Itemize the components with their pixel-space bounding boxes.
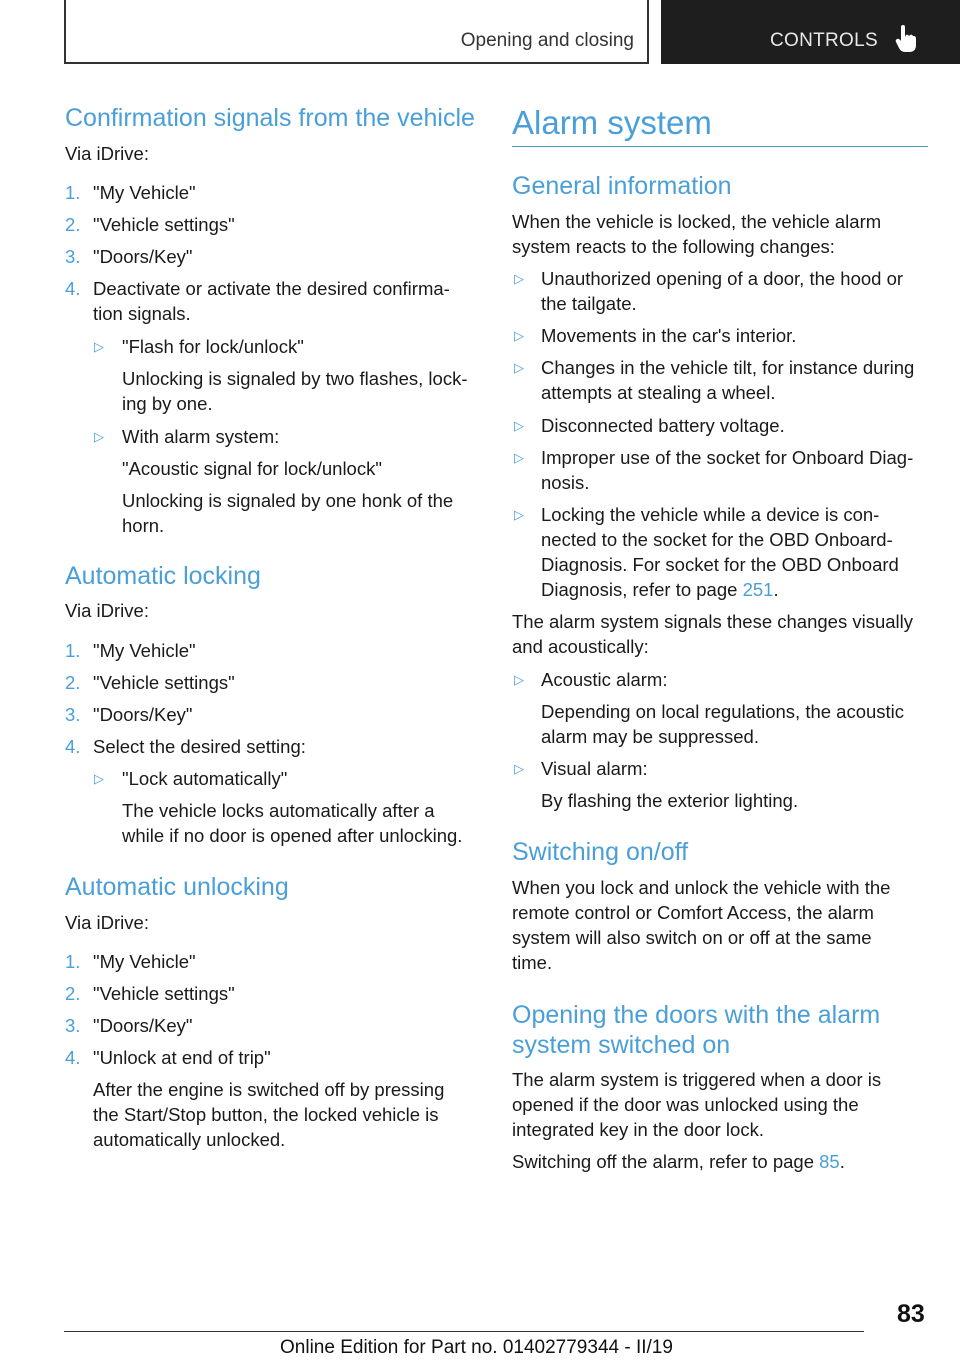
paragraph xyxy=(512,1149,845,1174)
heading-general-information: General information xyxy=(512,172,732,200)
bullet-triangle-icon: ▷ xyxy=(94,771,104,786)
step-text: "Vehicle settings" xyxy=(93,672,235,693)
page-number: 83 xyxy=(897,1300,925,1328)
bullet-text: nosis. xyxy=(541,472,590,493)
bullet-triangle-icon: ▷ xyxy=(94,339,104,354)
via-idrive: Via iDrive: xyxy=(65,600,149,621)
bullet-triangle-icon: ▷ xyxy=(514,418,524,433)
paragraph: When the vehicle is locked, the vehicle alarm xyxy=(512,211,882,232)
bullet-desc: alarm may be suppressed. xyxy=(541,726,759,747)
paragraph: remote control or Comfort Access, the alarm xyxy=(512,902,874,923)
paragraph: time. xyxy=(512,952,553,973)
bullet-desc: while if no door is opened after unlocking. xyxy=(122,825,463,846)
step-text: Deactivate or activate the desired confirma- xyxy=(93,278,450,299)
paragraph: and acoustically: xyxy=(512,636,649,657)
header-chapter-tab xyxy=(661,0,960,64)
ref-period: . xyxy=(773,579,779,600)
step-desc: After the engine is switched off by pressing xyxy=(93,1079,445,1100)
bullet-triangle-icon: ▷ xyxy=(514,672,524,687)
step-text: tion signals. xyxy=(93,303,191,324)
bullet-text: Diagnosis. For socket for the OBD Onboard xyxy=(541,554,899,575)
bullet-desc: Unlocking is signaled by one honk of the xyxy=(122,490,454,511)
step-text: "Unlock at end of trip" xyxy=(93,1047,271,1068)
bullet-desc: ing by one. xyxy=(122,393,213,414)
bullet-triangle-icon: ▷ xyxy=(514,360,524,375)
page-link-85[interactable]: 85 xyxy=(819,1151,840,1172)
paragraph: opened if the door was unlocked using the xyxy=(512,1094,859,1115)
edition-note: Online Edition for Part no. 01402779344 - II/19 xyxy=(280,1337,673,1358)
step-number: 3. xyxy=(65,1015,81,1036)
bullet-label: With alarm system: xyxy=(122,426,280,447)
paragraph: system will also switch on or off at the same xyxy=(512,927,872,948)
step-text: "My Vehicle" xyxy=(93,182,196,203)
step-number: 1. xyxy=(65,640,81,661)
bullet-text: Locking the vehicle while a device is con- xyxy=(541,504,880,525)
step-number: 2. xyxy=(65,672,81,693)
bullet-label: Acoustic alarm: xyxy=(541,669,668,690)
bullet-label: "Flash for lock/unlock" xyxy=(122,336,304,357)
step-desc: the Start/Stop button, the locked vehicle is xyxy=(93,1104,439,1125)
via-idrive: Via iDrive: xyxy=(65,143,149,164)
step-number: 2. xyxy=(65,983,81,1004)
step-text: "Vehicle settings" xyxy=(93,983,235,1004)
bullet-label: Visual alarm: xyxy=(541,758,648,779)
step-text: "Doors/Key" xyxy=(93,246,193,267)
step-number: 4. xyxy=(65,736,81,757)
footer-rule xyxy=(64,1331,864,1332)
bullet-triangle-icon: ▷ xyxy=(94,429,104,444)
bullet-text: the tailgate. xyxy=(541,293,637,314)
paragraph: The alarm system is triggered when a door is xyxy=(512,1069,882,1090)
bullet-desc: horn. xyxy=(122,515,165,536)
step-number: 4. xyxy=(65,1047,81,1068)
heading-automatic-unlocking: Automatic unlocking xyxy=(65,873,289,901)
paragraph: When you lock and unlock the vehicle with the xyxy=(512,877,891,898)
header-section-title: Opening and closing xyxy=(460,30,634,51)
bullet-triangle-icon: ▷ xyxy=(514,450,524,465)
page-link-251[interactable]: 251 xyxy=(742,579,774,600)
bullet-text: Movements in the car's interior. xyxy=(541,325,797,346)
paragraph: integrated key in the door lock. xyxy=(512,1119,764,1140)
step-number: 4. xyxy=(65,278,81,299)
header-section-tab xyxy=(64,0,649,64)
step-number: 3. xyxy=(65,704,81,725)
bullet-desc: The vehicle locks automatically after a xyxy=(122,800,435,821)
paragraph: system reacts to the following changes: xyxy=(512,236,835,257)
bullet-text: Improper use of the socket for Onboard Diag- xyxy=(541,447,914,468)
heading-switching-on-off: Switching on/off xyxy=(512,838,689,866)
bullet-triangle-icon: ▷ xyxy=(514,507,524,522)
via-idrive: Via iDrive: xyxy=(65,912,149,933)
bullet-text: Unauthorized opening of a door, the hood or xyxy=(541,268,904,289)
bullet-text: Disconnected battery voltage. xyxy=(541,415,785,436)
step-text: Select the desired setting: xyxy=(93,736,306,757)
bullet-triangle-icon: ▷ xyxy=(514,328,524,343)
bullet-desc: Unlocking is signaled by two flashes, lock- xyxy=(122,368,468,389)
step-text: "Vehicle settings" xyxy=(93,214,235,235)
bullet-text xyxy=(541,577,779,602)
step-text: "My Vehicle" xyxy=(93,951,196,972)
step-text: "My Vehicle" xyxy=(93,640,196,661)
step-desc: automatically unlocked. xyxy=(93,1129,286,1150)
heading-opening-doors: Opening the doors with the alarm xyxy=(512,1001,881,1029)
bullet-text: nected to the socket for the OBD Onboard- xyxy=(541,529,893,550)
step-number: 3. xyxy=(65,246,81,267)
ref-text: Diagnosis, refer to page xyxy=(541,579,743,600)
ref-text: Switching off the alarm, refer to page xyxy=(512,1151,820,1172)
hand-pointer-icon xyxy=(895,25,917,53)
step-number: 1. xyxy=(65,951,81,972)
bullet-desc: Depending on local regulations, the acoustic xyxy=(541,701,905,722)
bullet-text: Changes in the vehicle tilt, for instance during xyxy=(541,357,915,378)
step-number: 2. xyxy=(65,214,81,235)
bullet-text: attempts at stealing a wheel. xyxy=(541,382,776,403)
header-chapter-title: CONTROLS xyxy=(770,30,878,51)
step-number: 1. xyxy=(65,182,81,203)
heading-automatic-locking: Automatic locking xyxy=(65,562,261,590)
ref-period: . xyxy=(839,1151,845,1172)
heading-opening-doors: system switched on xyxy=(512,1031,731,1059)
page-title: Alarm system xyxy=(512,104,712,141)
bullet-triangle-icon: ▷ xyxy=(514,761,524,776)
bullet-sub: "Acoustic signal for lock/unlock" xyxy=(122,458,382,479)
paragraph: The alarm system signals these changes visually xyxy=(512,611,914,632)
bullet-triangle-icon: ▷ xyxy=(514,271,524,286)
step-text: "Doors/Key" xyxy=(93,1015,193,1036)
bullet-label: "Lock automatically" xyxy=(122,768,288,789)
step-text: "Doors/Key" xyxy=(93,704,193,725)
heading-confirmation-signals: Confirmation signals from the vehicle xyxy=(65,104,475,132)
bullet-desc: By flashing the exterior lighting. xyxy=(541,790,799,811)
title-rule xyxy=(512,146,928,147)
